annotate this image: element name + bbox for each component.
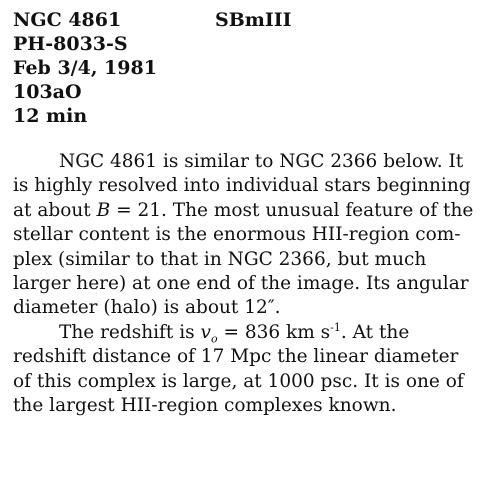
- exposure-time: 12 min: [13, 105, 88, 127]
- text-line: NGC 4861 is similar to NGC 2366 below. It: [59, 151, 464, 172]
- object-name: NGC 4861: [13, 9, 122, 31]
- text-line: of this complex is large, at 1000 psc. It is one of: [13, 370, 464, 392]
- description-text: [13, 150, 489, 418]
- velocity-value: = 836 km s: [217, 321, 331, 343]
- text-fragment: . At the: [340, 321, 410, 343]
- text-line: [13, 321, 489, 345]
- text-line: [13, 199, 489, 223]
- paragraph-1: [13, 150, 489, 321]
- velocity-exponent: -1: [330, 320, 341, 334]
- velocity-symbol: v: [200, 321, 211, 343]
- text-fragment: at about: [13, 199, 97, 221]
- text-line: is highly resolved into individual stars beginning: [13, 175, 471, 197]
- text-line: redshift distance of 17 Mpc the linear diameter: [13, 346, 459, 368]
- observation-date: Feb 3/4, 1981: [13, 57, 157, 79]
- emulsion-type: 103aO: [13, 81, 82, 103]
- text-fragment: The redshift is: [59, 321, 201, 343]
- plate-number: PH-8033-S: [13, 33, 128, 55]
- magnitude-value: = 21: [110, 199, 162, 221]
- morphological-type: SBmIII: [215, 9, 292, 31]
- text-line: larger here) at one end of the image. Its angular: [13, 273, 469, 295]
- object-header: [13, 8, 157, 128]
- paragraph-2: [13, 321, 489, 419]
- text-line: the largest HII-region complexes known.: [13, 395, 397, 417]
- text-line: stellar content is the enormous HII-region com-: [13, 224, 461, 246]
- text-fragment: . The most unusual feature of the: [161, 199, 474, 221]
- text-line: diameter (halo) is about 12″.: [13, 297, 281, 319]
- text-line: plex (similar to that in NGC 2366, but much: [13, 248, 427, 270]
- velocity-subscript: o: [210, 332, 218, 346]
- magnitude-symbol: B: [96, 199, 111, 221]
